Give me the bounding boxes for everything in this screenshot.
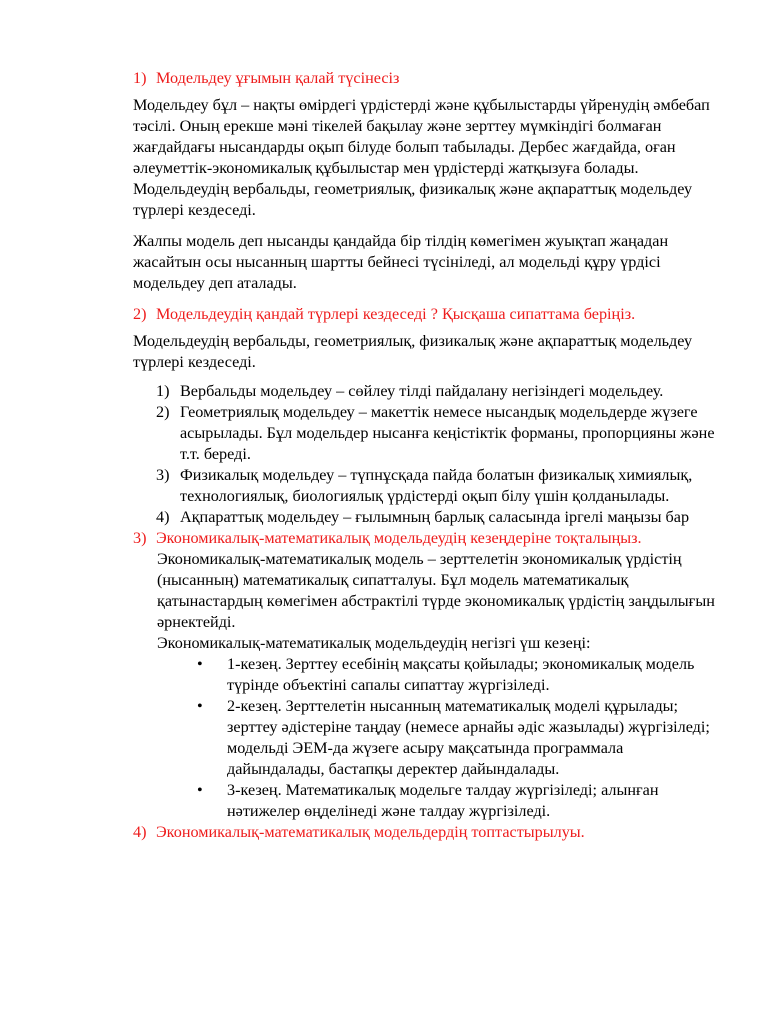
bullet-icon: •: [197, 781, 203, 799]
list-item: [197, 780, 723, 822]
heading-number: 3): [133, 529, 147, 547]
list-number: 3): [156, 466, 170, 484]
list-item: [197, 696, 723, 780]
bullet-icon: •: [197, 655, 203, 673]
paragraph-modeling-definition: Модельдеу бұл – нақты өмірдегі үрдістерді және құбылыстарды үйренудің әмбебап тәсілі. Оның ерекше мәні тікелей бақылау және зерттеу мүмкіндігі болмаған жағдайдағы нысандарды оқып білуде болып табылады. Дербес жағдайда, оған әлеуметтік-экономикалық құбылыстар мен үрдістерді жатқызуға болады. Модельдеудің вербальды, геометриялық, физикалық және ақпараттық модельдеу түрлері кездеседі.: [133, 96, 710, 219]
paragraph-stages-intro: Экономикалық-математикалық модельдеудің негізгі үш кезеңі:: [157, 634, 591, 652]
list-item-text: Геометриялық модельдеу – макеттік немесе нысандық модельдерде жүзеге асырылады. Бұл модельдер нысанға кеңістіктік форманы, пропорцияны және т.т. береді.: [180, 403, 715, 463]
paragraph-model-general: Жалпы модель деп нысанды қандайда бір тілдің көмегімен жуықтап жаңадан жасайтын осы нысанның шартты бейнесі түсініледі, ал модельді құру үрдісі модельдеу деп аталады.: [133, 232, 669, 292]
paragraph-modeling-types: Модельдеудің вербальды, геометриялық, физикалық және ақпараттық модельдеу түрлері кездеседі.: [133, 332, 693, 371]
list-number: 4): [156, 508, 170, 526]
paragraph-econ-math-model: Экономикалық-математикалық модель – зерттелетін экономикалық үрдістің (нысанның) математикалық сипатталуы. Бұл модель математикалық қатынастардың көмегімен абстрактілі түрде экономикалық үрдістің заңдылығын әрнектейді.: [157, 550, 715, 631]
list-item: [156, 381, 723, 402]
heading-text: Модельдеудің қандай түрлері кездеседі ? Қысқаша сипаттама беріңіз.: [156, 305, 636, 323]
heading-text: Экономикалық-математикалық модельдеудің кезеңдеріне тоқталыңыз.: [156, 529, 642, 547]
heading-text: Экономикалық-математикалық модельдердің топтастырылуы.: [156, 823, 585, 841]
heading-text: Модельдеу ұғымын қалай түсінесіз: [156, 69, 400, 87]
heading-number: 4): [133, 823, 147, 841]
list-item-text: Физикалық модельдеу – түпнұсқада пайда болатын физикалық химиялық, технологиялық, биологиялық үрдістерді оқып білу үшін қолданылады.: [180, 466, 693, 505]
list-number: 1): [156, 382, 170, 400]
modeling-types-list: [133, 381, 723, 528]
list-number: 2): [156, 403, 170, 421]
stages-list: [157, 654, 723, 822]
question-heading-3: [133, 528, 723, 549]
heading-number: 1): [133, 69, 147, 87]
list-item: [156, 507, 723, 528]
bullet-icon: •: [197, 697, 203, 715]
list-item: [156, 402, 723, 465]
question-heading-2: [133, 304, 723, 325]
list-item: [197, 654, 723, 696]
list-item-text: Вербальды модельдеу – сөйлеу тілді пайдалану негізіндегі модельдеу.: [180, 382, 664, 400]
document-content: [133, 68, 723, 843]
list-item: [156, 465, 723, 507]
list-item-text: 3-кезең. Математикалық модельге талдау жүргізіледі; алынған нәтижелер өңделінеді және талдау жүргізіледі.: [227, 781, 659, 820]
question-heading-1: [133, 68, 723, 89]
list-item-text: 2-кезең. Зерттелетін нысанның математикалық моделі құрылады; зерттеу әдістеріне таңдау (немесе арнайы әдіс жазылады) жүргізіледі; модельді ЭЕМ-да жүзеге асыру мақсатында программала дайындалады, бастапқы деректер дайындалады.: [227, 697, 710, 778]
list-item-text: 1-кезең. Зерттеу есебінің мақсаты қойылады; экономикалық модель түрінде объектіні сапалы сипаттау жүргізіледі.: [227, 655, 695, 694]
list-item-text: Ақпараттық модельдеу – ғылымның барлық саласында іргелі маңызы бар: [180, 508, 690, 526]
section-3-body: [133, 549, 723, 822]
heading-number: 2): [133, 305, 147, 323]
question-heading-4: [133, 822, 723, 843]
